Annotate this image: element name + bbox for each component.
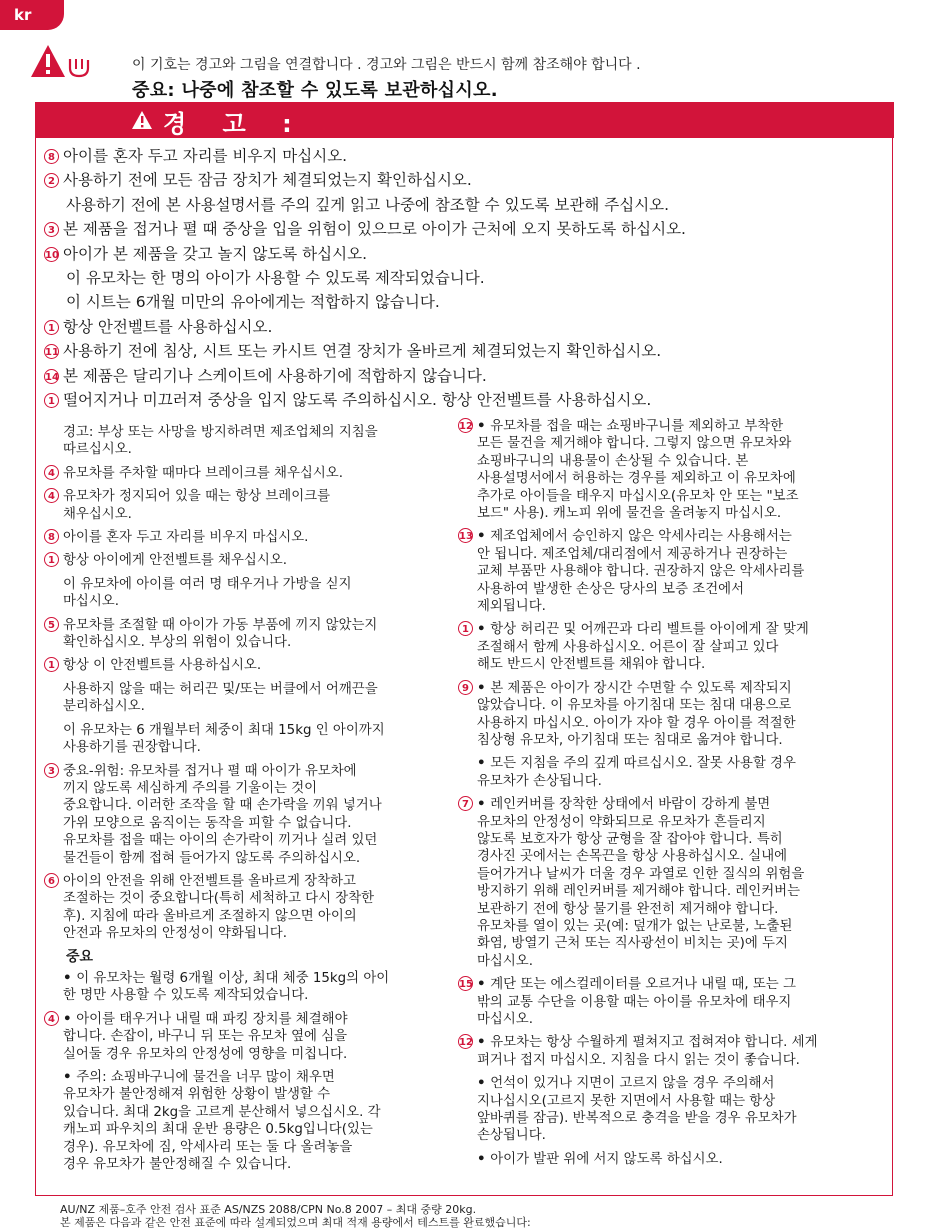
bullet-icon: • [63,1011,77,1027]
step-number-badge: 1 [44,320,59,335]
instruction-line: 사용하지 않을 때는 허리끈 및/또는 버클에서 어깨끈을 [63,681,378,697]
instruction-line: 화염, 방열기 근처 또는 직사광선이 비치는 곳)에 두지 [477,936,788,952]
bullet-icon: • [477,756,491,772]
warning-item [44,168,894,192]
instruction-line: 경사진 곳에서는 손목끈을 항상 사용하십시오. 실내에 [477,849,788,865]
step-number-badge: 3 [44,763,59,778]
hand-icon [66,56,92,78]
instruction-paragraph [458,976,883,1028]
step-number-badge: 6 [44,873,59,888]
instruction-line: 이 유모차에 아이를 여러 명 태우거나 가방을 싣지 [63,576,352,592]
instruction-line: 계단 또는 에스컬레이터를 오르거나 내릴 때, 또는 그 [490,977,796,993]
instruction-paragraph [44,576,444,611]
instruction-line: 유모차를 접을 때는 쇼핑바구니를 제외하고 부착한 [490,419,784,434]
instruction-line: 채우십시오. [63,506,132,522]
step-number-badge: 3 [44,222,59,237]
instruction-line: 사용하여 발생한 손상은 당사의 보증 조건에서 [477,581,745,597]
instruction-paragraph [44,657,444,674]
warning-item [44,388,894,412]
instruction-paragraph [44,873,444,943]
step-number-badge: 8 [44,529,59,544]
instruction-line: 마십시오. [477,1012,533,1027]
bullet-icon: • [477,977,491,993]
instruction-line: 유모차가 불안정해져 위험한 상황이 발생할 수 [63,1087,331,1103]
symbol-note: 이 기호는 경고와 그림을 연결합니다 . 경고와 그림은 반드시 함께 참조해야 합니다 . [132,57,641,73]
instruction-line: 아이를 혼자 두고 자리를 비우지 마십시오. [63,530,309,546]
instruction-paragraph [44,424,444,459]
instruction-line: 주의: 쇼핑바구니에 물건을 너무 많이 채우면 [76,1070,335,1085]
warning-item [44,242,894,266]
instruction-line: 조절하는 것이 중요합니다(특히 세척하고 다시 장착한 [63,891,375,907]
instruction-line: 유모차를 조절할 때 아이가 가동 부품에 끼지 않았는지 [63,617,378,633]
instruction-line: 아이의 안전을 위해 안전벨트를 올바르게 장착하고 [63,873,356,889]
step-number-badge: 14 [44,369,59,384]
instruction-paragraph [44,529,444,546]
step-number-badge: 7 [458,796,473,811]
instruction-line: 밖의 교통 수단을 이용할 때는 아이를 유모차에 태우지 [477,994,792,1010]
instruction-line: 마십시오. [63,594,119,610]
instruction-paragraph [458,1075,883,1145]
step-number-badge: 4 [44,1011,59,1026]
instruction-line: 모든 물건을 제거해야 합니다. 그렇지 않으면 유모차와 [477,436,792,452]
instruction-line: 항상 이 안전벨트를 사용하십시오. [63,658,262,674]
instruction-line: 유모차가 정지되어 있을 때는 항상 브레이크를 [63,489,331,505]
instruction-line: 조절해서 함께 사용하십시오. 어른이 잘 살피고 있다 [477,639,779,655]
instruction-line: 않도록 보호자가 항상 균형을 잘 잡아야 합니다. 특히 [477,831,783,847]
step-number-badge: 2 [44,173,59,188]
warning-item [44,364,894,388]
footer-line: 본 제품은 다음과 같은 안전 표준에 따라 설계되었으며 최대 적재 용량에서 테스트를 완료했습니다: [60,1216,531,1229]
instruction-paragraph [44,552,444,569]
warning-text: 사용하기 전에 모든 잠금 장치가 체결되었는지 확인하십시오. [63,171,472,190]
instruction-line: 중요합니다. 이러한 조작을 할 때 손가락을 끼워 넣거나 [63,798,382,814]
step-number-badge: 9 [458,680,473,695]
left-column [44,424,444,1179]
warning-text: 본 제품을 접거나 펼 때 중상을 입을 위험이 있으므로 아이가 근처에 오지 못하도록 하십시오. [63,220,686,239]
bullet-icon: • [63,970,77,986]
instruction-line: 사용하지 마십시오. 아이가 자야 할 경우 아이를 적절한 [477,715,796,731]
instruction-paragraph [458,621,883,673]
instruction-line: 확인하십시오. 부상의 위험이 있습니다. [63,635,292,651]
instruction-line: 후). 지침에 따라 올바르게 조절하지 않으면 아이의 [63,908,357,924]
instruction-line: 한 명만 사용할 수 있도록 제작되었습니다. [63,988,309,1004]
instruction-line: 유모차를 열이 있는 곳(예: 덮개가 없는 난로불, 노출된 [477,918,793,934]
step-number-badge: 1 [44,657,59,672]
instruction-line: 쇼핑바구니의 내용물이 손상될 수 있습니다. 본 [477,453,749,469]
instruction-line: 제외됩니다. [477,599,546,615]
instruction-paragraph [44,722,444,757]
instruction-line: 실어둘 경우 유모차의 안정성에 영향을 미칩니다. [63,1046,348,1062]
step-number-badge: 4 [44,488,59,503]
instruction-line: 해도 반드시 안전벨트를 채워야 합니다. [477,657,706,673]
instruction-line: 있습니다. 최대 2kg을 고르게 분산해서 넣으십시오. 각 [63,1104,381,1120]
step-number-badge: 11 [44,344,59,359]
instruction-paragraph [458,1151,883,1168]
instruction-line: 이 유모차는 월령 6개월 이상, 최대 체중 15kg의 아이 [76,970,390,986]
warning-item [44,315,894,339]
instruction-line: 가위 모양으로 움직이는 동작을 피할 수 없습니다. [63,815,352,831]
warning-text: 항상 안전벨트를 사용하십시오. [63,317,273,336]
bullet-icon: • [477,1076,491,1092]
warning-text: 아이를 혼자 두고 자리를 비우지 마십시오. [63,147,348,165]
instruction-line: 아이가 발판 위에 서지 않도록 하십시오. [490,1151,723,1167]
instruction-line: 추가로 아이들을 태우지 마십시오(유모차 안 또는 "보조 [477,488,799,504]
instruction-line: 이 유모차는 6 개월부터 체중이 최대 15kg 인 아이까지 [63,722,385,738]
instruction-line: 앞바퀴를 잠금). 반복적으로 충격을 받을 경우 유모차가 [477,1111,797,1127]
instruction-line: 않았습니다. 이 유모차를 아기침대 또는 침대 대용으로 [477,698,792,714]
instruction-line: 언석이 있거나 지면이 고르지 않을 경우 주의해서 [490,1076,775,1092]
instruction-line: 합니다. 손잡이, 바구니 뒤 또는 유모차 옆에 심을 [63,1029,348,1045]
instruction-line: 방지하기 위해 레인커버를 제거해야 합니다. 레인커버는 [477,884,801,900]
instruction-line: 유모차를 주차할 때마다 브레이크를 채우십시오. [63,465,343,481]
step-number-badge: 15 [458,976,473,991]
warning-triangle-icon [30,44,66,78]
instruction-paragraph [458,755,883,790]
instruction-paragraph [458,418,883,522]
main-warning-list [44,144,894,412]
bullet-icon: • [63,1070,77,1085]
right-column [458,418,883,1174]
instruction-line: 항상 아이에게 안전벨트를 채우십시오. [63,553,287,569]
instruction-paragraph [458,1034,883,1069]
bullet-icon: • [477,622,491,638]
instruction-line: 마십시오. [477,953,533,969]
step-number-badge: 5 [44,617,59,632]
bullet-icon: • [477,1151,491,1167]
instruction-line: 안전과 유모차의 안정성이 약화됩니다. [63,926,287,942]
instruction-paragraph [44,681,444,716]
bullet-icon: • [477,1035,491,1051]
instruction-line: 캐노피 파우치의 최대 운반 용량은 0.5kg입니다(있는 [63,1122,373,1138]
step-number-badge: 13 [458,528,473,543]
warning-text: 이 유모차는 한 명의 아이가 사용할 수 있도록 제작되었습니다. [66,269,485,288]
warning-item [44,290,894,314]
warning-item [44,217,894,241]
important-keep-notice: 중요: 나중에 참조할 수 있도록 보관하십시오. [132,80,498,101]
instruction-line: 침상형 유모차, 아기침대 또는 침대로 옮겨야 합니다. [477,732,783,748]
bullet-icon: • [477,680,491,696]
instruction-paragraph [44,617,444,652]
instruction-line: 보관하기 전에 항상 물기를 완전히 제거해야 합니다. [477,901,779,917]
footer-standards [60,1203,920,1229]
instruction-line: 교체 부품만 사용해야 합니다. 권장하지 않은 악세사리를 [477,564,805,580]
instruction-line: 유모차가 손상됩니다. [477,773,602,789]
warning-text: 사용하기 전에 본 사용설명서를 주의 깊게 읽고 나중에 참조할 수 있도록 보관해 주십시오. [66,195,670,214]
instruction-line: 지나십시오(고르지 못한 지면에서 사용할 때는 항상 [477,1093,776,1109]
step-number-badge: 1 [44,552,59,567]
step-number-badge: 12 [458,1034,473,1049]
instruction-line: 펴거나 접지 마십시오. 지침을 다시 읽는 것이 좋습니다. [477,1052,800,1068]
bullet-icon: • [477,419,491,434]
instruction-line: 사용설명서에서 허용하는 경우를 제외하고 이 유모차에 [477,471,796,487]
step-number-badge: 12 [458,418,473,433]
warning-text: 이 시트는 6개월 미만의 유아에게는 적합하지 않습니다. [66,293,440,312]
instruction-line: 본 제품은 아이가 장시간 수면할 수 있도록 제작되지 [490,680,792,696]
warning-text: 사용하기 전에 침상, 시트 또는 카시트 연결 장치가 올바르게 체결되었는지 확인하십시오. [63,342,662,361]
instruction-paragraph [458,796,883,970]
instruction-paragraph [458,528,883,615]
warning-banner [35,102,894,138]
instruction-line: 물건들이 함께 접혀 들어가지 않도록 주의하십시오. [63,850,361,866]
instruction-line: 유모차의 안정성이 약화되므로 유모차가 흔들리지 [477,814,766,830]
instruction-line: 끼지 않도록 세심하게 주의를 기울이는 것이 [63,780,318,796]
instruction-line: 들어가거나 날씨가 더울 경우 과열로 인한 질식의 위험을 [477,866,805,882]
banner-title: 경 고 : [163,110,306,138]
warning-item [44,339,894,363]
step-number-badge: 4 [44,465,59,480]
instruction-paragraph [44,1011,444,1063]
step-number-badge: 8 [44,149,59,164]
instruction-line: 안 됩니다. 제조업체/대리점에서 제공하거나 권장하는 [477,546,788,562]
footer-line: AU/NZ 제품–호주 안전 검사 표준 AS/NZS 2088/CPN No.8 2007 – 최대 중량 20kg. [60,1203,477,1216]
instruction-line: 유모차를 접을 때는 아이의 손가락이 끼거나 실려 있던 [63,833,378,849]
instruction-line: 사용하기를 권장합니다. [63,740,201,756]
step-number-badge: 1 [458,621,473,636]
instruction-line: 유모차는 항상 수월하게 펼쳐지고 접혀져야 합니다. 세게 [490,1035,818,1051]
instruction-line: 분리하십시오. [63,699,145,715]
language-tab[interactable]: kr [0,0,64,30]
instruction-paragraph [44,970,444,1005]
step-number-badge: 10 [44,247,59,262]
instruction-line: 따르십시오. [63,442,132,458]
section-subheading: 중요 [66,948,94,965]
warning-item [44,266,894,290]
warning-text: 본 제품은 달리기나 스케이트에 사용하기에 적합하지 않습니다. [63,366,487,385]
instruction-paragraph [44,763,444,867]
instruction-line: 제조업체에서 승인하지 않은 악세사리는 사용해서는 [490,529,792,545]
instruction-line: 항상 허리끈 및 어깨끈과 다리 벨트를 아이에게 잘 맞게 [490,622,809,638]
instruction-line: 아이를 태우거나 내릴 때 파킹 장치를 체결해야 [76,1011,348,1027]
instruction-line: 경우 유모차가 불안정해질 수 있습니다. [63,1157,292,1173]
instruction-line: 손상됩니다. [477,1128,546,1144]
warning-item [44,193,894,217]
warning-text: 아이가 본 제품을 갖고 놀지 않도록 하십시오. [63,244,368,263]
instruction-paragraph [44,488,444,523]
instruction-line: 모든 지침을 주의 깊게 따르십시오. 잘못 사용할 경우 [490,756,796,772]
warning-triangle-icon [131,110,153,130]
instruction-line: 중요-위험: 유모차를 접거나 펼 때 아이가 유모차에 [63,763,357,779]
symbol-legend [30,44,930,101]
instruction-paragraph [44,1069,444,1173]
warning-item [44,144,894,168]
instruction-line: 보드" 사용). 캐노피 위에 물건을 올려놓지 마십시오. [477,506,782,522]
instruction-paragraph [44,465,444,482]
bullet-icon: • [477,797,491,813]
instruction-paragraph [458,680,883,750]
warning-text: 떨어지거나 미끄러져 중상을 입지 않도록 주의하십시오. 항상 안전벨트를 사용하십시오. [63,391,652,410]
step-number-badge: 1 [44,393,59,408]
bullet-icon: • [477,529,491,545]
instruction-line: 경고: 부상 또는 사망을 방지하려면 제조업체의 지침을 [63,425,378,440]
instruction-line: 경우). 유모차에 짐, 악세사리 또는 둘 다 올려놓을 [63,1139,353,1155]
instruction-line: 레인커버를 장착한 상태에서 바람이 강하게 불면 [490,797,771,813]
